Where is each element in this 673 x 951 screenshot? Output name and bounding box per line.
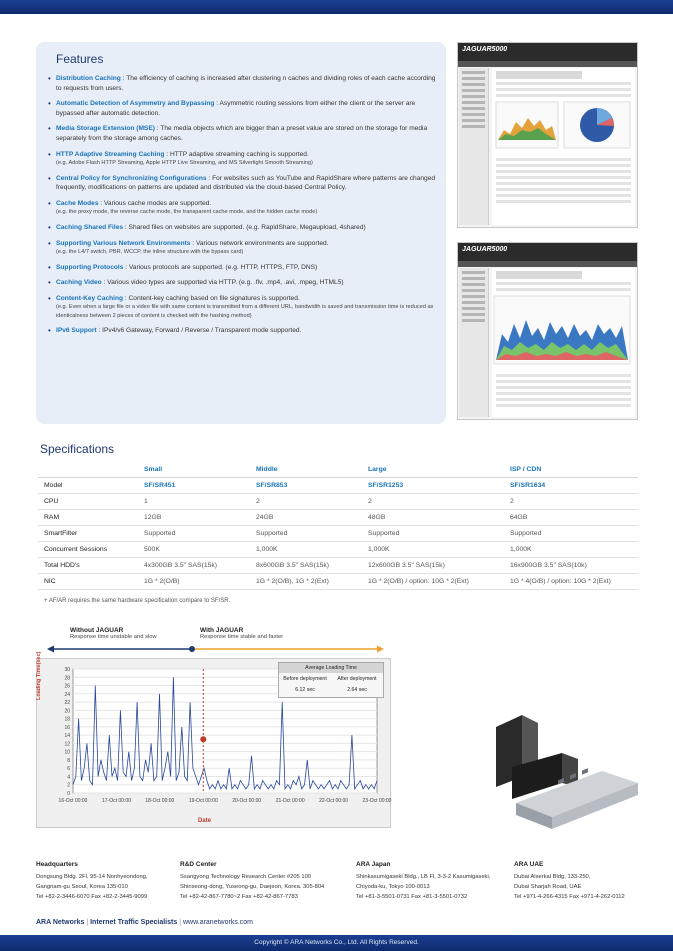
y-tick-label: 24 — [64, 691, 70, 698]
row-label: Model — [38, 477, 144, 493]
website-link[interactable]: www.aranetworks.com — [182, 919, 253, 926]
features-panel — [36, 42, 446, 424]
feature-text: : IPv4/v6 Gateway, Forward / Reverse / Transparent mode supported. — [96, 327, 302, 335]
row-label: Total HDD's — [38, 557, 144, 573]
x-tick-label: 23-Oct 00:00 — [362, 798, 392, 804]
specifications-note: + AF/AR requires the same hardware specification compare to SF/SR. — [44, 598, 231, 604]
y-tick-label: 30 — [64, 667, 70, 673]
brand-name: ARA Networks — [36, 919, 85, 926]
table-row — [38, 493, 638, 509]
feature-title: Cache Modes — [56, 199, 99, 207]
without-jaguar-label: Without JAGUAR Response time unstable and slow — [70, 627, 157, 640]
feature-item — [48, 223, 436, 233]
screenshot-logo: JAGUAR5000 — [462, 246, 508, 253]
x-tick-label: 21-Oct 00:00 — [275, 798, 305, 804]
y-tick-label: 28 — [64, 675, 70, 682]
feature-item — [48, 99, 436, 118]
feature-title: HTTP Adaptive Streaming Caching — [56, 150, 165, 158]
table-header-row — [38, 462, 638, 477]
feature-text: : The media objects which are bigger than a preset value are stored on the storage for media separately from the storage among caches. — [56, 125, 428, 142]
specifications-title: Specifications — [40, 442, 115, 456]
feature-text: : Asymmetric routing sessions from either the client or the server are bypassed after automatic detection. — [56, 100, 416, 117]
row-label: Concurrent Sessions — [38, 541, 144, 557]
y-tick-label: 22 — [64, 700, 70, 707]
column-header-large: Large — [368, 462, 510, 477]
table-cell: 2 — [510, 493, 638, 509]
server-product-image — [492, 707, 642, 831]
feature-item — [48, 74, 436, 93]
x-tick-label: 16-Oct 00:00 — [58, 798, 88, 804]
table-cell: 48GB — [368, 509, 510, 525]
office-headquarters: Headquarters Dongsung Bldg. 2Fl. 95-14 Nonhyeondong, Gangnam-gu Seoul, Korea 135-010 Tel +82-2-3446-6070 Fax +82-2-3445-9099 — [36, 861, 148, 900]
x-tick-label: 19-Oct 00:00 — [188, 798, 218, 804]
table-cell: Supported — [144, 525, 256, 541]
feature-item — [48, 326, 436, 336]
screenshot-header — [458, 43, 637, 61]
y-tick-label: 6 — [67, 766, 70, 773]
feature-title: Central Policy for Synchronizing Configurations — [56, 174, 207, 182]
office-ara-uae: ARA UAE Dubai Alserkal Bldg, 133-250, Dubai Sharjah Road, UAE Tel +971-4-266-4315 Fax +971-4-262-0112 — [514, 861, 625, 900]
after-deployment-label: After deployment — [337, 676, 377, 682]
table-cell[interactable]: SF/SR1253 — [368, 477, 510, 493]
table-cell: Supported — [510, 525, 638, 541]
table-cell: 1,000K — [368, 541, 510, 557]
table-cell: 500K — [144, 541, 256, 557]
feature-note: (e.g. Even when a large file or a video file with same content is transmitted from a different URL, bandwidth is saved and transmission time is reduced as identicalness between 2 pieces of content is checked with the hashing method) — [56, 304, 434, 319]
screenshot-sidebar — [459, 268, 489, 417]
feature-text: : Various video types are supported via HTTP. (e.g. .flv, .mp4, .avi, .mpeg, HTML5) — [101, 279, 344, 287]
before-deployment-value: 6.12 sec — [295, 687, 315, 693]
feature-note: (e.g. Adobe Flash HTTP Streaming, Apple HTTP Live Streaming, and MS Silverlight Smooth Streaming) — [56, 160, 313, 167]
y-tick-label: 14 — [64, 733, 70, 740]
table-cell[interactable]: SF/SR1634 — [510, 477, 638, 493]
feature-text: : For websites such as YouTube and RapidShare where patterns are changed frequently, modifications on patterns are updated and distributed via the cloud-based Central Policy. — [56, 174, 436, 192]
screenshot-bandwidth — [457, 242, 638, 420]
feature-text: : Shared files on websites are supported. (e.g. RapidShare, Megaupload, 4shared) — [123, 223, 366, 231]
table-row — [38, 477, 638, 493]
x-tick-label: 18-Oct 00:00 — [145, 798, 175, 804]
feature-title: Supporting Various Network Environments — [56, 239, 191, 247]
feature-item — [48, 263, 436, 273]
table-cell: 64GB — [510, 509, 638, 525]
row-label: CPU — [38, 493, 144, 509]
column-header-small: Small — [144, 462, 256, 477]
y-tick-label: 16 — [64, 724, 70, 731]
table-cell: 1G * 2(O/B) / option: 10G * 2(Ext) — [368, 573, 510, 589]
screenshot-application-category — [457, 42, 638, 228]
feature-text: : Various cache modes are supported. — [98, 199, 212, 207]
feature-item — [48, 278, 436, 288]
y-tick-label: 4 — [67, 774, 70, 781]
y-tick-label: 26 — [64, 683, 70, 690]
screenshot-main — [492, 268, 635, 417]
feature-item — [48, 150, 436, 168]
feature-title: Media Storage Extension (MSE) — [56, 125, 155, 133]
office-ara-japan: ARA Japan Shinkasumigaseki Bldg., LB Fl, 3-3-2 Kasumigaseki, Chiyoda-ku, Tokyo 100-0013 Tel +81-3-5501-0731 Fax +81-3-5501-0732 — [356, 861, 491, 900]
table-cell[interactable]: SF/SR451 — [144, 477, 256, 493]
deployment-marker-dot — [200, 736, 206, 742]
feature-text: : Various protocols are supported. (e.g. HTTP, HTTPS, FTP, DNS) — [123, 263, 318, 271]
y-tick-label: 10 — [64, 749, 70, 756]
table-cell: 2 — [368, 493, 510, 509]
table-cell: 12x600GB 3.5" SAS(15k) — [368, 557, 510, 573]
table-cell: 8x600GB 3.5" SAS(15k) — [256, 557, 368, 573]
table-cell: 16x900GB 3.5" SAS(10k) — [510, 557, 638, 573]
brand-tagline: Internet Traffic Specialists — [90, 919, 178, 926]
feature-title: Caching Video — [56, 279, 102, 287]
table-row — [38, 557, 638, 573]
comparison-arrow — [47, 645, 384, 653]
feature-item — [48, 239, 436, 257]
y-tick-label: 18 — [64, 716, 70, 723]
row-label: SmartFilter — [38, 525, 144, 541]
feature-title: Automatic Detection of Asymmetry and Bypassing — [56, 100, 215, 108]
table-cell[interactable]: SF/SR853 — [256, 477, 368, 493]
feature-item — [48, 174, 436, 193]
x-tick-label: 22-Oct 00:00 — [319, 798, 349, 804]
feature-item — [48, 199, 436, 217]
y-tick-label: 20 — [64, 708, 70, 715]
feature-title: Supporting Protocols — [56, 263, 124, 271]
office-rnd-center: R&D Center Ssangyong Technology Research Center #205 100 Shinseong-dong, Yuseong-gu, Daejeon, Korea. 305-804 Tel +82-42-867-7780~2 Fax +82-42-867-7783 — [180, 861, 325, 900]
y-tick-label: 8 — [67, 757, 70, 764]
with-jaguar-label: With JAGUAR Response time stable and faster — [200, 627, 284, 640]
feature-title: Distribution Caching — [56, 75, 121, 82]
feature-note: (e.g. the L4/7 switch, PBR, WCCP, the inline structure with the bypass card) — [56, 249, 244, 256]
top-banner — [0, 0, 673, 14]
feature-item — [48, 124, 436, 143]
feature-title: Caching Shared Files — [56, 223, 124, 231]
average-loading-time-box — [278, 662, 384, 698]
screenshot-sidebar — [459, 68, 489, 225]
table-cell: Supported — [368, 525, 510, 541]
y-tick-label: 12 — [64, 741, 70, 748]
table-cell: Supported — [256, 525, 368, 541]
x-tick-label: 17-Oct 00:00 — [101, 798, 131, 804]
table-cell: 1 — [144, 493, 256, 509]
y-tick-label: 2 — [67, 782, 70, 789]
features-title: Features — [56, 52, 104, 66]
table-cell: 24GB — [256, 509, 368, 525]
table-row — [38, 573, 638, 589]
column-header-isp-cdn: ISP / CDN — [510, 462, 638, 477]
table-row — [38, 509, 638, 525]
y-tick-label: 0 — [67, 791, 70, 797]
feature-text: : HTTP adaptive streaming caching is supported. — [164, 150, 309, 158]
column-header-middle: Middle — [256, 462, 368, 477]
feature-title: Content-Key Caching — [56, 294, 124, 302]
table-cell: 1G * 2(O/B) — [144, 573, 256, 589]
table-cell: 1G * 4(O/B) / option: 10G * 2(Ext) — [510, 573, 638, 589]
before-deployment-label: Before deployment — [283, 676, 327, 682]
feature-note: (e.g. the proxy mode, the reverse cache mode, the transparent cache mode, and the hidden cache mode) — [56, 209, 318, 216]
y-axis-label: Loading Time(sec) — [36, 651, 42, 700]
features-list — [48, 74, 436, 336]
copyright-bar — [0, 935, 673, 951]
screenshot-logo: JAGUAR5000 — [462, 46, 508, 53]
table-row — [38, 541, 638, 557]
brand-line: ARA Networks | Internet Traffic Specialists | www.aranetworks.com — [36, 919, 253, 926]
table-row — [38, 525, 638, 541]
row-label: NIC — [38, 573, 144, 589]
x-axis-label: Date — [198, 818, 212, 824]
screenshot-charts — [492, 100, 632, 150]
table-cell: 4x300GB 3.5" SAS(15k) — [144, 557, 256, 573]
screenshot-header — [458, 243, 637, 261]
feature-text: : Content-key caching based on file signatures is supported. — [123, 294, 300, 302]
table-cell: 12GB — [144, 509, 256, 525]
table-cell: 1G * 2(O/B), 1G * 2(Ext) — [256, 573, 368, 589]
feature-title: IPv6 Support — [56, 327, 97, 335]
after-deployment-value: 2.64 sec — [347, 687, 367, 693]
feature-text: : The efficiency of caching is increased after clustering n caches and dividing roles of each cache according to requests from users. — [56, 75, 436, 92]
table-cell: 1,000K — [510, 541, 638, 557]
copyright-text: Copyright © ARA Networks Co., Ltd. All Rights Reserved. — [254, 939, 419, 946]
x-tick-label: 20-Oct 00:00 — [232, 798, 262, 804]
column-header — [38, 462, 144, 477]
screenshot-main — [492, 68, 635, 225]
feature-text: : Various network environments are supported. — [190, 239, 329, 247]
row-label: RAM — [38, 509, 144, 525]
average-loading-title: Average Loading Time — [279, 663, 383, 673]
table-cell: 2 — [256, 493, 368, 509]
feature-item — [48, 294, 436, 321]
specifications-table — [38, 462, 638, 590]
table-cell: 1,000K — [256, 541, 368, 557]
screenshot-area-chart — [492, 294, 632, 366]
